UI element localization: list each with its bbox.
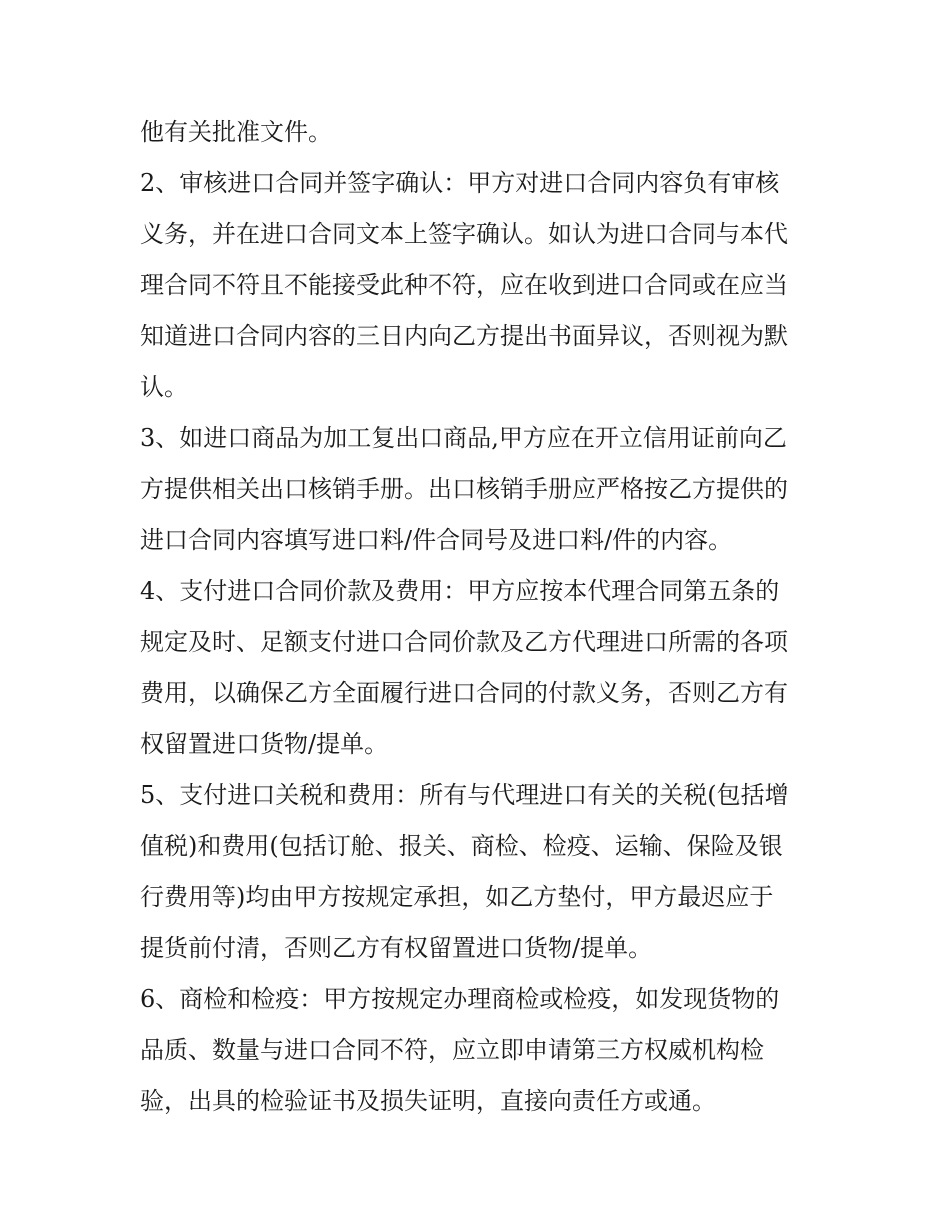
- text-line: 他有关批准文件。: [140, 118, 332, 146]
- text-line: 权留置进口货物/提单。: [140, 730, 389, 758]
- text-line: 理合同不符且不能接受此种不符，应在收到进口合同或在应当: [140, 271, 788, 299]
- text-line: 4、支付进口合同价款及费用：甲方应按本代理合同第五条的: [140, 577, 780, 605]
- text-line: 行费用等)均由甲方按规定承担，如乙方垫付，甲方最迟应于: [140, 883, 774, 911]
- text-line: 规定及时、足额支付进口合同价款及乙方代理进口所需的各项: [140, 628, 788, 656]
- text-line: 义务，并在进口合同文本上签字确认。如认为进口合同与本代: [140, 220, 788, 248]
- text-line: 3、如进口商品为加工复出口商品,甲方应在开立信用证前向乙: [140, 424, 787, 452]
- text-line: 6、商检和检疫：甲方按规定办理商检或检疫，如发现货物的: [140, 985, 780, 1013]
- text-line: 5、支付进口关税和费用：所有与代理进口有关的关税(包括增: [140, 781, 789, 809]
- text-line: 验，出具的检验证书及损失证明，直接向责任方或通。: [140, 1087, 716, 1115]
- text-line: 认。: [140, 373, 188, 401]
- text-line: 2、审核进口合同并签字确认：甲方对进口合同内容负有审核: [140, 169, 780, 197]
- text-line: 品质、数量与进口合同不符，应立即申请第三方权威机构检: [140, 1036, 764, 1064]
- text-line: 方提供相关出口核销手册。出口核销手册应严格按乙方提供的: [140, 475, 788, 503]
- text-line: 进口合同内容填写进口料/件合同号及进口料/件的内容。: [140, 526, 733, 554]
- text-line: 费用，以确保乙方全面履行进口合同的付款义务，否则乙方有: [140, 679, 788, 707]
- text-line: 值税)和费用(包括订舱、报关、商检、检疫、运输、保险及银: [140, 832, 783, 860]
- document-body: [140, 107, 820, 1127]
- text-line: 知道进口合同内容的三日内向乙方提出书面异议，否则视为默: [140, 322, 788, 350]
- text-line: 提货前付清，否则乙方有权留置进口货物/提单。: [140, 934, 653, 962]
